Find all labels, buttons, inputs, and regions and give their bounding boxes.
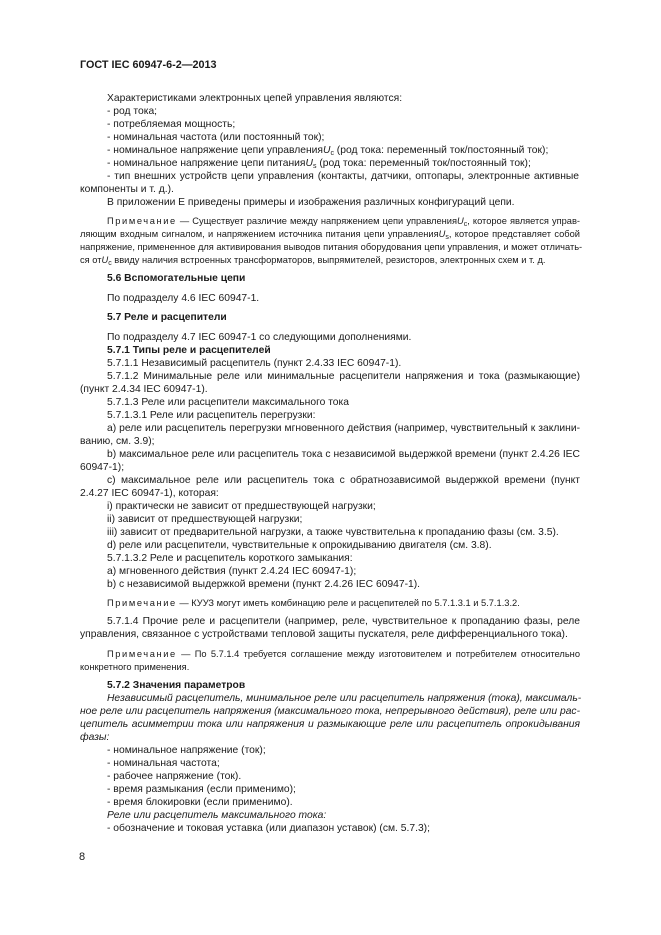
paragraph-line [107, 693, 581, 705]
paragraph-line [80, 719, 580, 731]
text-run: - рабочее напряжение (ток). [107, 771, 242, 782]
line-text [80, 462, 124, 473]
line-text [107, 758, 220, 769]
text-run: iii) зависит от предварительной нагрузки, а также чувствительна к пропаданию фазы (см. 3.5). [107, 527, 559, 538]
voltage-symbol: U [438, 229, 446, 239]
text-run: — Существует различие между напряжением цепи управления [176, 216, 458, 226]
text-run: цепитель асимметрии тока или напряжения и размыкающие реле или расцепитель опрокидывания [80, 719, 580, 730]
line-text [80, 662, 189, 672]
note-line [80, 254, 545, 266]
text-run: - обозначение и токовая уставка (или диапазон уставок) (см. 5.7.3); [107, 823, 430, 834]
line-text [107, 693, 581, 704]
line-text [107, 475, 580, 486]
section-heading [107, 273, 245, 285]
list-item [107, 423, 580, 435]
line-text [107, 527, 559, 538]
list-item [107, 784, 296, 796]
text-run: - тип внешних устройств цепи управления (контакты, датчики, оптопары, электронные активные [107, 171, 580, 182]
paragraph-line [80, 384, 208, 396]
paragraph-line [80, 462, 124, 474]
line-text [107, 145, 548, 156]
text-run: 60947-1); [80, 462, 125, 473]
line-text [107, 293, 259, 304]
line-text [107, 797, 293, 808]
text-run: ванию, см. 3.9); [80, 436, 155, 447]
voltage-subscript: s [312, 163, 317, 170]
text-run: ввиду наличия встроенных трансформаторов, выпрямителей, резисторов, электронных схем и т. д. [111, 255, 546, 265]
paragraph-line [107, 553, 353, 565]
text-run: - номинальное напряжение цепи управления [107, 145, 323, 156]
list-item [107, 158, 531, 170]
line-text [107, 197, 515, 208]
paragraph-line [107, 810, 326, 822]
text-run: Реле или расцепитель максимального тока: [107, 810, 327, 821]
text-run: Независимый расцепитель, минимальное реле или расцепитель напряжения (тока), максималь- [107, 693, 582, 704]
line-text [80, 184, 174, 195]
text-run: - номинальная частота (или постоянный ток); [107, 132, 325, 143]
text-run: , которое представляет собой [448, 229, 580, 239]
line-text [80, 436, 155, 447]
line-text [107, 745, 266, 756]
line-text [107, 397, 349, 408]
text-run: (род тока: переменный ток/постоянный ток); [333, 145, 549, 156]
text-run: 5.7.1.3.1 Реле или расцепитель перегрузки: [107, 410, 316, 421]
text-run: В приложении Е приведены примеры и изображения различных конфигураций цепи. [107, 197, 515, 208]
text-run: компоненты и т. д.). [80, 184, 174, 195]
text-run: d) реле или расцепители, чувствительные к опрокидыванию двигателя (см. 3.8). [107, 540, 492, 551]
line-text [107, 784, 296, 795]
text-run: По подразделу 4.6 IEC 60947-1. [107, 293, 260, 304]
voltage-subscript: c [108, 260, 112, 267]
line-text [107, 649, 580, 659]
text-run: 5.7.1.4 Прочие реле и расцепители (например, реле, чувствительное к пропаданию фазы, реле [107, 616, 580, 627]
text-run: - номинальное напряжение (ток); [107, 745, 266, 756]
list-item [107, 758, 220, 770]
line-text [107, 273, 245, 284]
line-text [80, 629, 568, 640]
note-label: Примечание [107, 216, 177, 226]
text-run: - номинальное напряжение цепи питания [107, 158, 306, 169]
line-text [107, 566, 356, 577]
line-text [107, 312, 227, 323]
text-run: ся от [80, 255, 102, 265]
text-run: ii) зависит от предшествующей нагрузки; [107, 514, 303, 525]
voltage-symbol: U [457, 216, 464, 226]
line-text [80, 255, 545, 265]
line-text [107, 553, 353, 564]
note-line [107, 597, 520, 609]
paragraph-line [107, 197, 515, 209]
list-item [107, 501, 376, 513]
subsection-heading [107, 345, 271, 357]
text-run: 5.7.1 Типы реле и расцепителей [107, 345, 271, 356]
paragraph-line [80, 488, 219, 500]
text-run: b) максимальное реле или расцепитель тока с независимой выдержкой времени (пункт 2.4.26 IEC [107, 449, 580, 460]
voltage-subscript: c [330, 150, 334, 157]
list-item [107, 106, 157, 118]
line-text [107, 106, 157, 117]
text-run: i) практически не зависит от предшествующей нагрузки; [107, 501, 376, 512]
line-text [107, 823, 430, 834]
line-text [107, 410, 315, 421]
document-header: ГОСТ IEC 60947-6-2—2013 [80, 59, 217, 71]
line-text [107, 771, 241, 782]
text-run: - номинальная частота; [107, 758, 220, 769]
line-text [107, 158, 531, 169]
list-item [107, 132, 324, 144]
text-run: - время блокировки (если применимо). [107, 797, 293, 808]
text-run: 5.7.1.1 Независимый расцепитель (пункт 2.4.33 IEC 60947-1). [107, 358, 402, 369]
line-text [80, 242, 582, 252]
list-item [107, 449, 580, 461]
text-run: 5.7.2 Значения параметров [107, 680, 246, 691]
line-text [107, 680, 245, 691]
line-text [107, 216, 580, 226]
text-run: - род тока; [107, 106, 158, 117]
subsection-heading [107, 680, 245, 692]
paragraph-line [80, 629, 568, 641]
text-run: , которое является управ- [467, 216, 581, 226]
text-run: 5.7.1.3.2 Реле и расцепитель короткого замыкания: [107, 553, 353, 564]
note-line [107, 215, 580, 227]
list-item [107, 579, 420, 591]
list-item [107, 823, 430, 835]
line-text [107, 345, 271, 356]
note-line [80, 661, 189, 673]
list-item [107, 475, 580, 487]
text-run: ное реле или расцепитель напряжения (максимального тока, непрерывного действия), реле или рас- [80, 706, 580, 717]
line-text [107, 449, 580, 460]
line-text [107, 579, 420, 590]
text-run: 5.7 Реле и расцепители [107, 312, 227, 323]
line-text [107, 119, 235, 130]
text-run: ляющим входным сигналом, и напряжением источника питания цепи управления [80, 229, 439, 239]
line-text [80, 384, 208, 395]
list-item [107, 514, 302, 526]
paragraph-line [80, 706, 580, 718]
paragraph-line [107, 93, 402, 105]
text-run: По подразделу 4.7 IEC 60947-1 со следующими дополнениями. [107, 332, 412, 343]
line-text [80, 706, 580, 717]
paragraph-line [80, 184, 174, 196]
paragraph-line [80, 732, 109, 744]
text-run: 5.7.1.2 Минимальные реле или минимальные расцепители напряжения и тока (размыкающие) [107, 371, 580, 382]
page-number: 8 [79, 851, 86, 863]
line-text [107, 501, 376, 512]
text-run: b) с независимой выдержкой времени (пункт 2.4.26 IEC 60947-1). [107, 579, 421, 590]
text-run: фазы: [80, 732, 110, 743]
text-run: 2.4.27 IEC 60947-1), которая: [80, 488, 219, 499]
list-item [107, 119, 235, 131]
paragraph-line [80, 436, 155, 448]
paragraph-line [107, 616, 580, 628]
text-run: a) реле или расцепитель перегрузки мгновенного действия (например, чувствительный к заклини- [107, 423, 580, 434]
line-text [107, 423, 580, 434]
paragraph-line [107, 397, 349, 409]
line-text [107, 616, 580, 627]
voltage-subscript: s [445, 234, 449, 241]
text-run: (пункт 2.4.34 IEC 60947-1). [80, 384, 208, 395]
line-text [80, 488, 219, 499]
paragraph-line [107, 371, 580, 383]
voltage-symbol: U [305, 158, 313, 169]
text-run: 5.7.1.3 Реле или расцепители максимального тока [107, 397, 349, 408]
note-label: Примечание [107, 598, 177, 608]
list-item [107, 797, 293, 809]
list-item [107, 566, 356, 578]
note-line [107, 648, 580, 660]
section-heading [107, 312, 227, 324]
list-item [107, 527, 559, 539]
line-text [107, 132, 324, 143]
line-text [107, 540, 492, 551]
list-item [107, 145, 548, 157]
line-text [107, 810, 326, 821]
voltage-symbol: U [323, 145, 331, 156]
text-run: Характеристиками электронных цепей управления являются: [107, 93, 403, 104]
text-run: конкретного применения. [80, 662, 190, 672]
line-text [107, 358, 401, 369]
list-item [107, 540, 492, 552]
text-run: 5.6 Вспомогательные цепи [107, 273, 246, 284]
text-run: напряжение, примененное для активирования выводов питания оборудования цепи управления, и может отличать- [80, 242, 583, 252]
line-text [80, 229, 580, 239]
paragraph-line [107, 358, 401, 370]
voltage-symbol: U [101, 255, 109, 265]
line-text [107, 171, 579, 182]
text-run: c) максимальное реле или расцепитель тока с обратнозависимой выдержкой времени (пункт [107, 475, 580, 486]
line-text [107, 332, 411, 343]
text-run: (род тока: переменный ток/постоянный ток); [316, 158, 531, 169]
note-label: Примечание [107, 649, 177, 659]
voltage-subscript: c [463, 221, 468, 228]
line-text [107, 598, 520, 608]
text-run: - время размыкания (если применимо); [107, 784, 296, 795]
paragraph-line [107, 293, 259, 305]
note-line [80, 241, 582, 253]
line-text [80, 719, 580, 730]
text-run: — КУУЗ могут иметь комбинацию реле и расцепителей по 5.7.1.3.1 и 5.7.1.3.2. [176, 598, 520, 608]
list-item [107, 745, 266, 757]
paragraph-line [107, 332, 411, 344]
line-text [80, 732, 109, 743]
line-text [107, 514, 302, 525]
paragraph-line [107, 410, 315, 422]
list-item [107, 171, 579, 183]
line-text [107, 93, 402, 104]
text-run: a) мгновенного действия (пункт 2.4.24 IEC 60947-1); [107, 566, 357, 577]
text-run: — По 5.7.1.4 требуется соглашение между изготовителем и потребителем относительно [176, 649, 580, 659]
text-run: управления, связанное с устройствами тепловой защиты пускателя, реле дифференциального тока). [80, 629, 568, 640]
line-text [107, 371, 580, 382]
list-item [107, 771, 241, 783]
note-line [80, 228, 580, 240]
text-run: - потребляемая мощность; [107, 119, 236, 130]
